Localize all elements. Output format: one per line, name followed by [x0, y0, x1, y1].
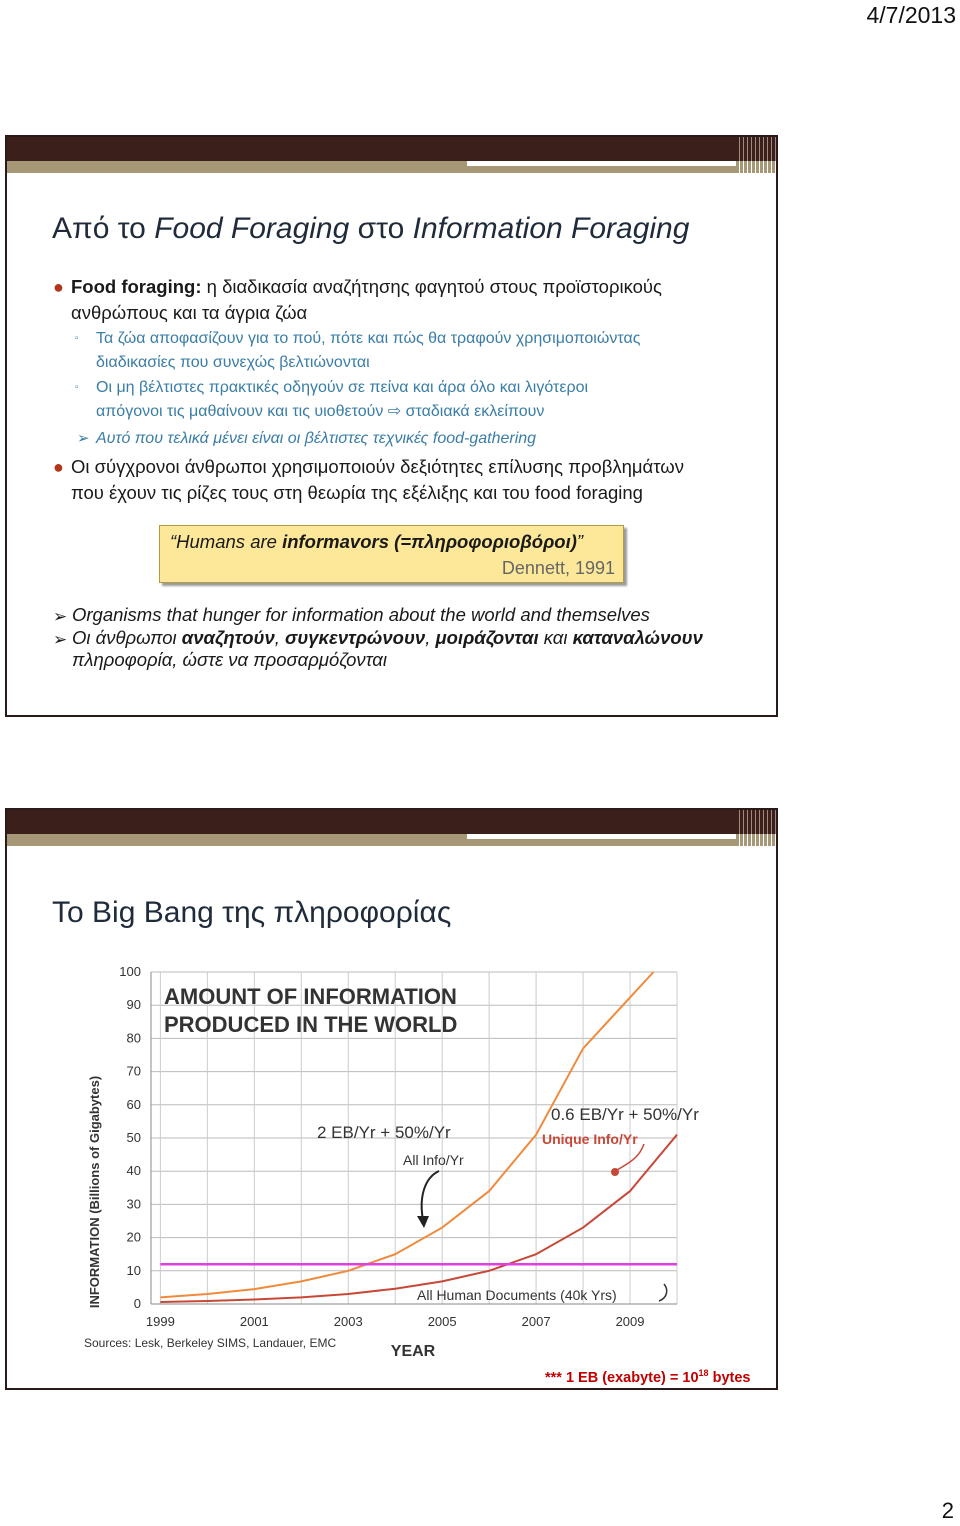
slide-title: Το Big Bang της πληροφορίας	[52, 896, 452, 929]
slide-title: Από το Food Foraging στο Information Foraging	[52, 212, 690, 245]
bullet-food-foraging: ● Food foraging: η διαδικασία αναζήτησης φαγητού στους προϊστορικούς ανθρώπους και τα άγρια ζώα	[53, 276, 662, 323]
slide-top-bar	[7, 810, 776, 834]
y-tick-label: 90	[126, 997, 141, 1013]
all-info-pointer-arrowhead	[417, 1216, 429, 1228]
unique-info-rate-label: 0.6 EB/Yr + 50%/Yr	[551, 1105, 699, 1124]
slide-top-bar	[7, 137, 776, 161]
slide-accent-bar	[7, 161, 776, 173]
bullet-dot-icon: ●	[53, 457, 64, 477]
subbullet-suboptimal-practices: ▫ Οι μη βέλτιστες πρακτικές οδηγούν σε πείνα και άρα όλο και λιγότεροι απόγονοι τις μαθαίνουν και τις υιοθετούν ⇨ σταδιακά εκλείπουν	[96, 376, 588, 424]
arrow-point-optimal-techniques: Αυτό που τελικά μένει είναι οι βέλτιστες τεχνικές food-gathering	[96, 430, 537, 447]
slide-information-big-bang	[5, 808, 778, 1390]
unique-info-pointer-dot	[611, 1168, 619, 1176]
subbullet-animals-decide: ▫ Τα ζώα αποφασίζουν για το πού, πότε και πώς θα τραφούν χρησιμοποιώντας διαδικασίες που συνεχώς βελτιώνονται	[96, 327, 640, 375]
all-info-label: All Info/Yr	[403, 1152, 464, 1168]
x-tick-label: 2003	[333, 1314, 363, 1329]
unique-info-label: Unique Info/Yr	[542, 1131, 638, 1147]
slide-food-foraging	[5, 135, 778, 717]
point-organisms-hunger: Organisms that hunger for information about the world and themselves	[72, 604, 650, 625]
point-humans-seek: Οι άνθρωποι αναζητούν, συγκεντρώνουν, μοιράζονται και καταναλώνουν	[72, 627, 703, 648]
bullet-dot-icon: ●	[53, 277, 64, 297]
y-tick-label: 40	[126, 1163, 141, 1179]
hollow-arrow-icon: ⇨	[387, 403, 402, 420]
y-tick-label: 30	[126, 1196, 141, 1212]
x-tick-label: 2007	[521, 1314, 551, 1329]
exabyte-footnote: *** 1 EB (exabyte) = $10^{18}$ bytes	[545, 1368, 751, 1386]
square-bullet-icon: ▫	[75, 333, 79, 344]
y-tick-label: 10	[126, 1262, 141, 1278]
chart-title-line2: PRODUCED IN THE WORLD	[164, 1012, 458, 1037]
chart-title-line1: AMOUNT OF INFORMATION	[164, 984, 457, 1009]
square-bullet-icon: ▫	[75, 382, 79, 393]
header-date: 4/7/2013	[866, 2, 956, 28]
y-tick-label: 100	[119, 964, 141, 979]
slide-accent-bar	[7, 834, 776, 846]
y-tick-label: 60	[126, 1096, 141, 1112]
information-growth-chart	[79, 958, 699, 1360]
x-tick-label: 2005	[427, 1314, 457, 1329]
bullet-modern-humans: ● Οι σύγχρονοι άνθρωποι χρησιμοποιούν δεξιότητες επίλυσης προβλημάτων που έχουν τις ρίζες τους στη θεωρία της εξέλιξης και του food foraging	[53, 456, 684, 503]
arrowhead-bullet-icon: ➢	[53, 607, 68, 626]
arrowhead-bullet-icon: ➢	[77, 430, 90, 447]
y-tick-label: 20	[126, 1229, 141, 1245]
human-documents-label: All Human Documents (40k Yrs)	[417, 1287, 617, 1303]
quote-attribution: Dennett, 1991	[501, 558, 615, 578]
x-tick-label: 2001	[239, 1314, 269, 1329]
all-info-pointer-arrow	[422, 1171, 439, 1220]
arrowhead-bullet-icon: ➢	[53, 630, 68, 649]
x-tick-label: 2009	[615, 1314, 645, 1329]
y-tick-label: 50	[126, 1130, 141, 1145]
y-axis-label: INFORMATION (Billions of Gigabytes)	[87, 1075, 102, 1309]
y-tick-label: 80	[126, 1030, 141, 1046]
page-number: 2	[941, 1498, 954, 1523]
y-tick-label: 0	[133, 1296, 141, 1311]
all-info-rate-label: 2 EB/Yr + 50%/Yr	[317, 1123, 451, 1142]
quote-text: “Humans are informavors (=πληροφοριοβόροι)”	[170, 531, 584, 552]
x-tick-label: 1999	[145, 1314, 175, 1329]
y-tick-label: 70	[126, 1063, 141, 1079]
human-documents-pointer	[659, 1284, 667, 1301]
chart-sources: Sources: Lesk, Berkeley SIMS, Landauer, EMC	[84, 1336, 337, 1350]
dennett-quote-box	[159, 525, 624, 583]
point-humans-seek-line2: πληροφορία, ώστε να προσαρμόζονται	[72, 649, 387, 670]
x-axis-label: YEAR	[390, 1343, 436, 1360]
